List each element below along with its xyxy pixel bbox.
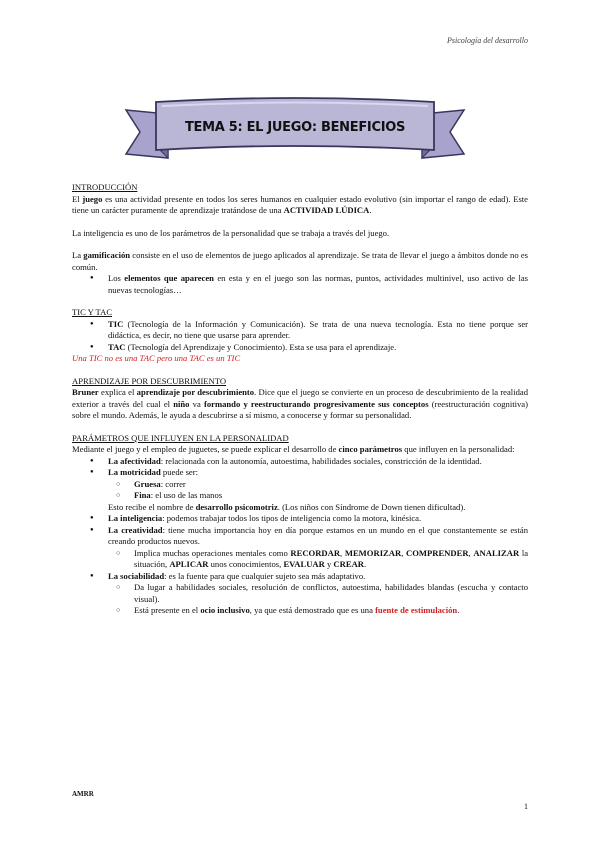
motricidad-sublist	[108, 479, 528, 502]
sublist-item: ○ Gruesa: correr	[134, 479, 528, 491]
motricidad-note: Esto recibe el nombre de desarrollo psicomotriz. (Los niños con Síndrome de Down tienen dificultad).	[108, 501, 466, 512]
tic-list	[72, 319, 528, 354]
aprendizaje-paragraph: Bruner explica el aprendizaje por descubrimiento. Dice que el juego se convierte en un proceso de descubrimiento de la realidad exterior a través del cual el niño va formando y reestructurando progresivamente sus conceptos (reestructuración cognitiva) sobre el mundo. Además, le ayuda a descubrirse a sí mismo, a conocerse y formar su personalidad.	[72, 387, 528, 420]
list-item-motricidad: ● La motricidad puede ser: ○ Gruesa: correr ○ Fina: el uso de las manos Esto recibe el nombre de desarrollo psicomotriz. (Los niños con Síndrome de Down tienen dificultad).	[108, 467, 528, 513]
heading-tic-tac: TIC Y TAC	[72, 307, 113, 317]
heading-aprendizaje: APRENDIZAJE POR DESCUBRIMIENTO	[72, 375, 227, 386]
list-item: ● Los elementos que aparecen en esta y en el juego son las normas, puntos, actividades multinivel, uso activo de las nuevas tecnologías…	[108, 273, 528, 296]
title-banner	[120, 92, 470, 172]
footer-initials: AMRR	[72, 790, 94, 798]
list-item-afectividad: ● La afectividad: relacionada con la autonomía, autoestima, habilidades sociales, constricción de la identidad.	[108, 456, 528, 468]
intro-list	[72, 273, 528, 296]
running-header: Psicología del desarrollo	[446, 36, 528, 45]
heading-introduccion: INTRODUCCIÓN	[72, 182, 138, 192]
list-item-creatividad: ● La creatividad: tiene mucha importancia hoy en día porque estamos en un mundo en el que constantemente se están creando productos nuevos. ○ Implica muchas operaciones mentales como RECORDAR, MEMORIZAR, COMPRENDER, ANALIZAR la situación, APLICAR unos conocimientos, EVALUAR y CREAR.	[108, 525, 528, 571]
intro-paragraph-1: El juego es una actividad presente en todos los seres humanos en cualquier estado evolutivo (sin importar el rango de edad). Este tiene un carácter puramente de aprendizaje tratándose de una ACTIVIDAD LÚDICA.	[72, 193, 528, 215]
parametros-list	[72, 456, 528, 617]
document-body	[72, 182, 528, 617]
list-item-inteligencia: ● La inteligencia: podemos trabajar todos los tipos de inteligencia como la motora, kinésica.	[108, 513, 528, 525]
sociabilidad-sublist	[108, 582, 528, 617]
creatividad-sublist	[108, 548, 528, 571]
tic-note: Una TIC no es una TAC pero una TAC es un TIC	[72, 353, 241, 363]
page-number: 1	[524, 802, 528, 811]
list-item: ● TIC (Tecnología de la Información y Comunicación). Se trata de una nueva tecnología. Esta no tiene porque ser didáctica, es decir, no tiene que usarse para aprender.	[108, 319, 528, 342]
sublist-item: ○ Fina: el uso de las manos	[134, 490, 528, 502]
page-title: TEMA 5: EL JUEGO: BENEFICIOS	[184, 120, 406, 135]
list-item: ● TAC (Tecnología del Aprendizaje y Conocimiento). Esta se usa para el aprendizaje.	[108, 342, 528, 354]
intro-paragraph-3: La gamificación consiste en el uso de elementos de juego aplicados al aprendizaje. Se trata de llevar el juego a ámbitos donde no es común.	[72, 250, 529, 272]
intro-paragraph-2: La inteligencia es uno de los parámetros de la personalidad que se trabaja a través del juego.	[72, 227, 390, 238]
sublist-item: ○ Da lugar a habilidades sociales, resolución de conflictos, autoestima, habilidades blandas (escucha y contacto visual).	[134, 582, 528, 605]
parametros-intro: Mediante el juego y el empleo de juguetes, se puede explicar el desarrollo de cinco parámetros que influyen en la personalidad:	[72, 444, 515, 454]
sublist-item: ○ Implica muchas operaciones mentales como RECORDAR, MEMORIZAR, COMPRENDER, ANALIZAR la situación, APLICAR unos conocimientos, EVALUAR y CREAR.	[134, 548, 528, 571]
sublist-item: ○ Está presente en el ocio inclusivo, ya que está demostrado que es una fuente de estimulación.	[134, 605, 528, 617]
heading-parametros: PARÁMETROS QUE INFLUYEN EN LA PERSONALIDAD	[72, 432, 289, 443]
list-item-sociabilidad: ● La sociabilidad: es la fuente para que cualquier sujeto sea más adaptativo. ○ Da lugar a habilidades sociales, resolución de conflictos, autoestima, habilidades blandas (escucha y contacto visual). ○ Está presente en el ocio inclusivo, ya que está demostrado que es una fuente de estimulación.	[108, 571, 528, 617]
